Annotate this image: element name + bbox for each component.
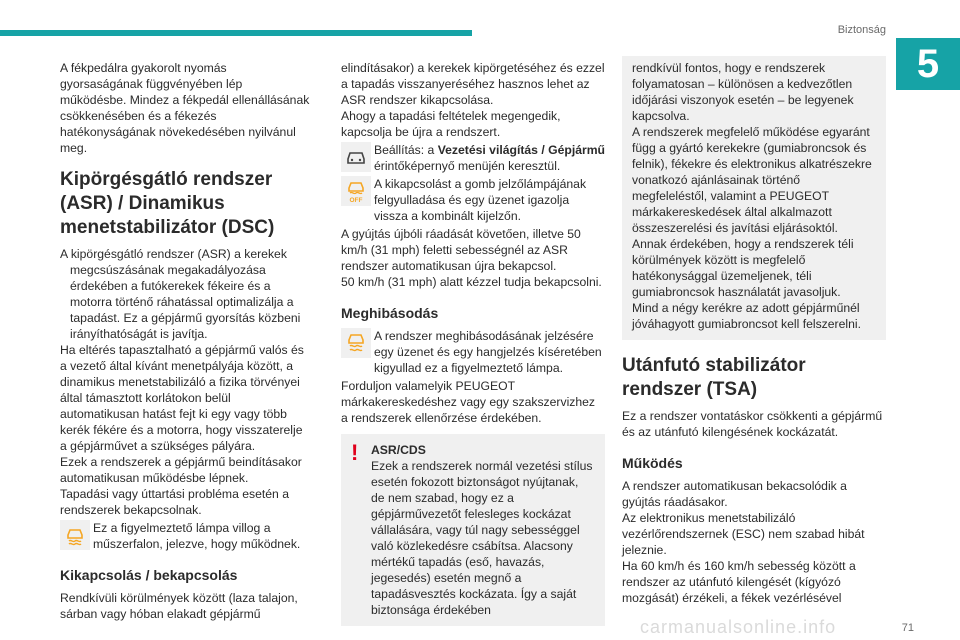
warning-note: [341, 434, 605, 626]
note-text: Ezek a rendszerek normál vezetési stílus esetén fokozott biztonságot nyújtanak, de nem szabad, hogy ez a gépjárművezetőt felesleges kockázat vállalására, vagy túl nagy sebességgel való közlekedésre csábítsa. Alacsony mértékű tapadás (eső, havazás, jegesedés) esetén megnő a tapadásvesztés kockázata. Így a saját biztonsága érdekében: [371, 459, 593, 617]
column-2: [341, 60, 605, 626]
icon-paragraph: [341, 176, 605, 224]
paragraph: Ez a rendszer vontatáskor csökkenti a gépjármű és az utánfutó kilengésének kockázatát.: [622, 409, 883, 439]
column-3: [622, 56, 886, 606]
paragraph: Forduljon valamelyik PEUGEOT márkakereskedéshez vagy egy szakszervizhez a rendszerek ellenőrzése érdekében.: [341, 379, 596, 425]
paragraph: Ahogy a tapadási feltételek megengedik, kapcsolja be újra a rendszert.: [341, 109, 561, 139]
paragraph: A rendszer automatikusan bekacsolódik a gyújtás ráadásakor.: [622, 479, 847, 509]
paragraph: Ezek a rendszerek a gépjármű beindításakor automatikusan működésbe lépnek.: [60, 455, 302, 485]
paragraph: Mind a négy kerékre az adott gépjárműnél jóváhagyott gumiabroncsot kell felszerelni.: [632, 301, 861, 331]
header-accent-bar: [0, 30, 472, 36]
paragraph: Ha 60 km/h és 160 km/h sebesség között a rendszer az utánfutó kilengését (kígyózó mozgását) érzékeli, a fékek vezérlésével: [622, 559, 856, 605]
heading-asr-dsc: Kipörgésgátló rendszer (ASR) / Dinamikus menetstabilizátor (DSC): [60, 169, 275, 238]
paragraph: Tapadási vagy úttartási probléma esetén a rendszerek bekapcsolnak.: [60, 487, 289, 517]
paragraph: A kikapcsolást a gomb jelzőlámpájának felgyulladása és egy üzenet igazolja vissza a kombinált kijelzőn.: [374, 177, 587, 223]
paragraph: 50 km/h (31 mph) alatt kézzel tudja bekapcsolni.: [341, 275, 602, 289]
paragraph: rendkívül fontos, hogy e rendszerek folyamatosan – különösen a kedvezőtlen időjárási viszonyok esetén – be legyenek kapcsolva.: [632, 61, 854, 123]
asr-fault-icon: [341, 328, 371, 358]
heading-fault: Meghibásodás: [341, 305, 439, 321]
vehicle-settings-icon: [341, 142, 371, 172]
paragraph: A rendszerek megfelelő működése egyaránt függ a gyártó kerekekre (gumiabroncsok és felnik), fékekre és elektronikus alkatrészekre vonatkozó ajánlásainak történő megfeleléstől, valamint a PEUGEOT márkakereskedések által alkalmazott összeszerelési és javítási eljárásoktól.: [632, 125, 872, 235]
paragraph: Rendkívüli körülmények között (laza talajon, sárban vagy hóban elakadt gépjármű: [60, 591, 298, 621]
paragraph: A fékpedálra gyakorolt nyomás gyorsaságának függvényében lép működésbe. Mindez a fékpedál ellenállásának csökkenésében és a fékezés hatékonyságának növekedésében nyilvánul meg.: [60, 61, 310, 155]
paragraph: A gyújtás újbóli ráadását követően, illetve 50 km/h (31 mph) feletti sebességnél az ASR rendszer automatikusan újra bekapcsol.: [341, 227, 581, 273]
warning-note-continued: [622, 56, 886, 340]
note-title: ASR/CDS: [371, 443, 426, 457]
heading-on-off: Kikapcsolás / bekapcsolás: [60, 567, 238, 583]
paragraph: A kipörgésgátló rendszer (ASR) a kerekek megcsúszásának megakadályozása érdekében a futókerekek fékeire és a motorra történő ráhatással optimalizálja a tapadást. Ez a gépjármű gyorsítás közbeni irányíthatóságát is javítja.: [60, 247, 301, 341]
paragraph: A rendszer meghibásodásának jelzésére egy üzenet és egy hangjelzés kíséretében kigyullad ez a figyelmeztető lámpa.: [374, 329, 602, 375]
page-number: 71: [901, 622, 914, 634]
asr-dsc-warning-icon: [60, 520, 90, 550]
paragraph: Az elektronikus menetstabilizáló vezérlőrendszernek (ESC) nem szabad hibát jeleznie.: [622, 511, 865, 557]
heading-operation: Működés: [622, 455, 683, 471]
paragraph: [374, 142, 605, 174]
chapter-number: 5: [896, 38, 960, 90]
section-title: Biztonság: [837, 24, 886, 36]
heading-tsa: Utánfutó stabilizátor rendszer (TSA): [622, 355, 806, 400]
svg-text:OFF: OFF: [349, 197, 363, 203]
settings-menu-path: Vezetési világítás / Gépjármű: [437, 143, 606, 157]
icon-paragraph: [60, 520, 312, 552]
exclamation-icon: !: [351, 440, 359, 465]
settings-prefix: Beállítás: a: [374, 143, 438, 157]
paragraph: elindításakor) a kerekek kipörgetéséhez és ezzel a tapadás visszanyeréséhez hasznos lehet az ASR rendszer kikapcsolása.: [341, 61, 605, 107]
paragraph: Annak érdekében, hogy a rendszerek téli körülmények között is megfelelő hatékonysággal üzemeljenek, téli gumiabroncsok használatát javasoljuk.: [632, 237, 854, 299]
asr-off-icon: [341, 176, 371, 206]
icon-paragraph: [341, 328, 605, 376]
watermark: carmanualsonline.info: [640, 617, 837, 637]
column-1: [60, 60, 312, 622]
icon-paragraph: [341, 142, 605, 174]
settings-suffix: érintőképernyő menüjén keresztül.: [374, 159, 561, 173]
paragraph: Ha eltérés tapasztalható a gépjármű valós és a vezető által kívánt menetpályája között, a dinamikus menetstabilizáló a fizika törvényei által támasztott korlátokon belül automatikusan hatást fejt ki egy vagy több kerék fékére és a motorra, hogy visszaterelje a gépjárművet a szükséges pályára.: [60, 343, 304, 453]
paragraph: Ez a figyelmeztető lámpa villog a műszerfalon, jelezve, hogy működnek.: [93, 521, 301, 551]
